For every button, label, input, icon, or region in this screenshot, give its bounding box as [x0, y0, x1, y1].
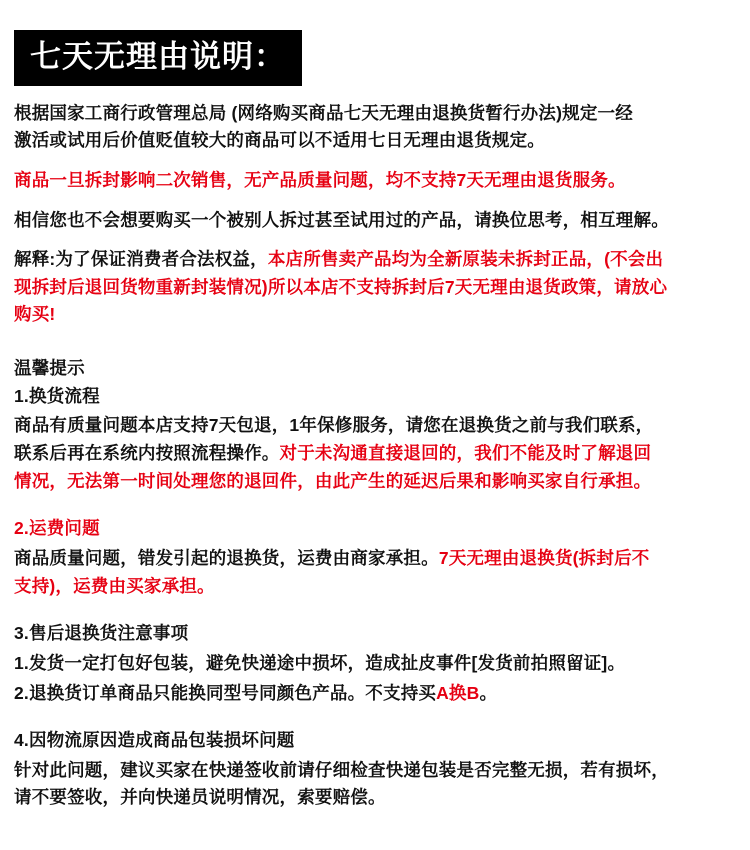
page-title: 七天无理由说明：: [14, 30, 302, 86]
section-2-black-1: 商品质量问题，错发引起的退换货，运费由商家承担。: [14, 547, 439, 568]
warning-paragraph: [14, 167, 736, 195]
section-4-line-2: 请不要签收，并向快递员说明情况，索要赔偿。: [14, 787, 386, 808]
tips-heading: 温馨提示: [14, 358, 85, 379]
section-2-red-2: 支持)，运费由买家承担。: [14, 575, 215, 596]
warning-line-1: 商品一旦拆封影响二次销售，无产品质量问题，均不支持7天无理由退货服务。: [14, 169, 626, 190]
section-4-body: [14, 757, 736, 812]
section-1-body: [14, 412, 736, 495]
explanation-prefix: 解释:为了保证消费者合法权益，: [14, 249, 268, 270]
empathy-line-1: 相信您也不会想要购买一个被别人拆过甚至试用过的产品，请换位思考，相互理解。: [14, 209, 669, 230]
section-2-heading: 2.运费问题: [14, 518, 100, 539]
explanation-red-3: 购买!: [14, 304, 56, 325]
section-1-black-1: 商品有质量问题本店支持7天包退，1年保修服务，请您在退换货之前与我们联系，: [14, 415, 654, 436]
section-1-red-1: 对于未沟通直接退回的，我们不能及时了解退回: [279, 443, 652, 464]
intro-line-2: 激活或试用后价值贬值较大的商品可以不适用七日无理由退货规定。: [14, 130, 545, 151]
section-3-item-2: [14, 680, 736, 708]
section-1-heading: 1.换货流程: [14, 385, 100, 406]
explanation-paragraph: [14, 246, 736, 329]
explanation-red-2: 现拆封后退回货物重新封装情况)所以本店不支持拆封后7天无理由退货政策，请放心: [14, 276, 668, 297]
section-3-item-2-prefix: 2.退换货订单商品只能换同型号同颜色产品。不支持买: [14, 682, 437, 703]
empathy-paragraph: [14, 207, 736, 235]
section-1-black-2: 联系后再在系统内按照流程操作。: [14, 443, 280, 464]
section-3-item-2-red: A换B: [436, 682, 480, 703]
section-3-item-2-suffix: 。: [479, 682, 498, 703]
section-3-item-1: 1.发货一定打包好包装，避免快递途中损坏，造成扯皮事件[发货前拍照留证]。: [14, 652, 626, 673]
section-4-line-1: 针对此问题，建议买家在快递签收前请仔细检查快递包装是否完整无损，若有损坏，: [14, 759, 669, 780]
intro-paragraph: [14, 100, 736, 155]
section-2-body: [14, 545, 736, 600]
section-1-red-2: 情况，无法第一时间处理您的退回件，由此产生的延迟后果和影响买家自行承担。: [14, 470, 652, 491]
explanation-red-1: 本店所售卖产品均为全新原装未拆封正品，(不会出: [267, 249, 664, 270]
section-3-heading: 3.售后退换货注意事项: [14, 623, 189, 644]
section-4-heading: 4.因物流原因造成商品包装损坏问题: [14, 730, 295, 751]
intro-line-1: 根据国家工商行政管理总局 (网络购买商品七天无理由退换货暂行办法)规定一经: [14, 102, 633, 123]
section-2-red-1: 7天无理由退换货(拆封后不: [438, 547, 650, 568]
